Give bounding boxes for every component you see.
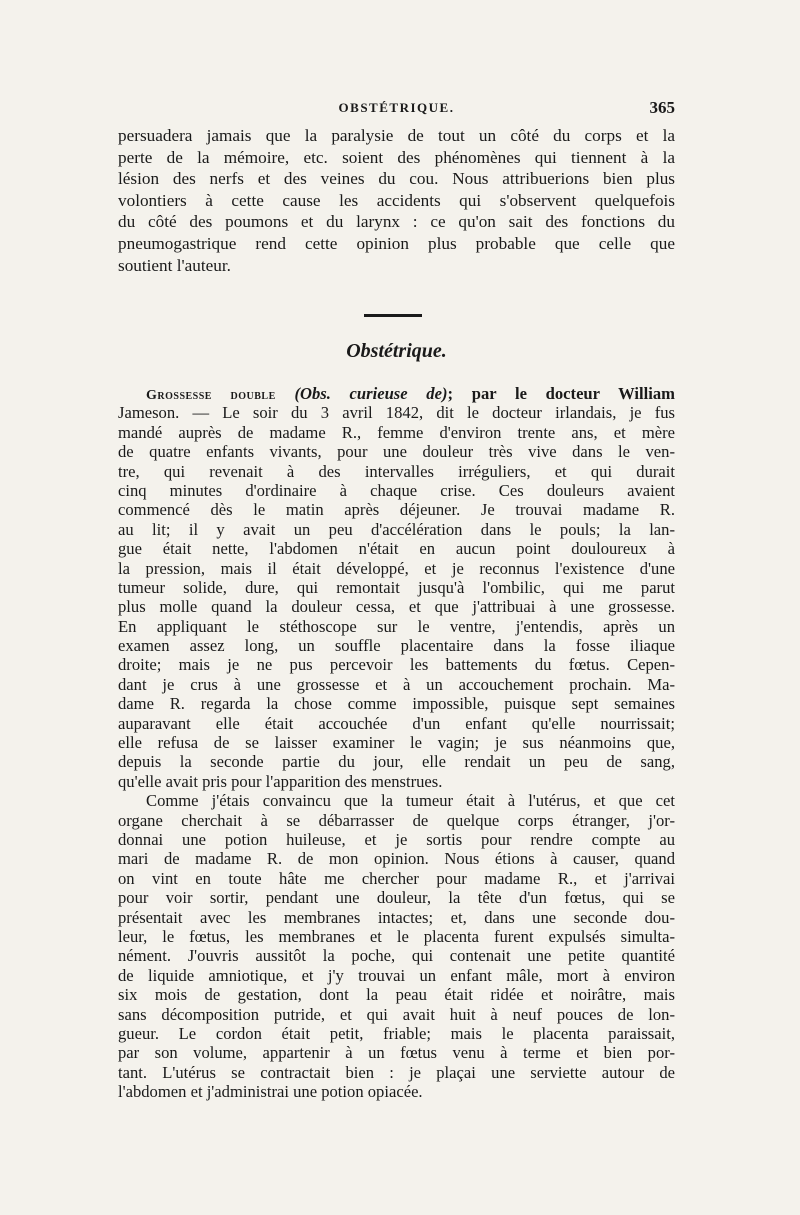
text-line: depuis la seconde partie du jour, elle rendait un peu de sang,	[118, 752, 675, 772]
page-header	[118, 100, 675, 124]
text-line: mari de madame R. de mon opinion. Nous étions à causer, quand	[118, 849, 675, 869]
text-line: commencé dès le matin après déjeuner. Je trouvai madame R.	[118, 500, 675, 520]
text-line: nément. J'ouvris aussitôt la poche, qui contenait une petite quantité	[118, 946, 675, 966]
section-heading: Obstétrique.	[346, 340, 447, 362]
text-line: plus molle quand la douleur cessa, et que j'attribuai à une grossesse.	[118, 597, 675, 617]
text-line: six mois de gestation, dont la peau était ridée et noirâtre, mais	[118, 985, 675, 1005]
text-line: Jameson. — Le soir du 3 avril 1842, dit le docteur irlandais, je fus	[118, 403, 675, 423]
text-line: qu'elle avait pris pour l'apparition des menstrues.	[118, 771, 443, 791]
text-line: l'abdomen et j'administrai une potion opiacée.	[118, 1082, 423, 1102]
text-line: pneumogastrique rend cette opinion plus probable que celle que	[118, 233, 675, 253]
text-line: cinq minutes d'ordinaire à chaque crise. Ces douleurs avaient	[118, 480, 675, 500]
article-lead-line	[118, 384, 675, 403]
text-line: organe cherchait à se débarrasser de quelque corps étranger, j'or-	[118, 810, 675, 830]
text-line: dant je crus à une grossesse et à un accouchement prochain. Ma-	[118, 674, 675, 694]
text-line: gueur. Le cordon était petit, friable; mais le placenta paraissait,	[118, 1023, 675, 1043]
text-line: on vint en toute hâte me chercher pour madame R., et j'arrivai	[118, 868, 675, 888]
article-title: Grossesse double	[146, 388, 276, 403]
running-title: OBSTÉTRIQUE.	[338, 100, 455, 115]
text-line: persuadera jamais que la paralysie de tout un côté du corps et la	[118, 126, 675, 145]
text-line: Comme j'étais convaincu que la tumeur était à l'utérus, et que cet	[146, 791, 675, 811]
text-line: tant. L'utérus se contractait bien : je plaçai une serviette autour de	[118, 1062, 675, 1082]
text-line: au lit; il y avait un peu d'accélération dans le pouls; la lan-	[118, 519, 675, 539]
article-author: ; par le docteur William	[447, 384, 675, 403]
text-line: de liquide amniotique, et j'y trouvai un enfant mâle, mort à environ	[118, 965, 675, 985]
text-line: examen assez long, un souffle placentaire dans la fosse iliaque	[118, 636, 675, 656]
text-line: soutient l'auteur.	[118, 255, 231, 275]
section-divider	[364, 314, 422, 317]
text-line: lésion des nerfs et des veines du cou. Nous attribuerions bien plus	[118, 169, 675, 189]
article-subtitle: (Obs. curieuse de)	[294, 384, 448, 403]
text-line: donnai une potion huileuse, et je sortis pour rendre compte au	[118, 829, 675, 849]
text-line: par son volume, appartenir à un fœtus venu à terme et bien por-	[118, 1043, 675, 1063]
text-line: tre, qui revenait à des intervalles irréguliers, et qui durait	[118, 461, 675, 481]
text-line: sans décomposition putride, et qui avait huit à neuf pouces de lon-	[118, 1004, 675, 1024]
text-line: elle refusa de se laisser examiner le vagin; je sus néanmoins que,	[118, 733, 675, 753]
text-line: volontiers à cette cause les accidents qui s'observent quelquefois	[118, 190, 675, 210]
text-line: droite; mais je ne pus percevoir les battements du fœtus. Cepen-	[118, 655, 675, 675]
text-line: dame R. regarda la chose comme impossible, puisque sept semaines	[118, 694, 675, 714]
article-paragraph	[118, 384, 675, 1101]
text-line: auparavant elle était accouchée d'un enfant qu'elle nourrissait;	[118, 713, 675, 733]
continued-paragraph	[118, 125, 675, 276]
text-line: de quatre enfants vivants, pour une douleur très vive dans le ven-	[118, 442, 675, 462]
text-line: pour voir sortir, pendant une douleur, la tête d'un fœtus, qui se	[118, 888, 675, 908]
text-line: du côté des poumons et du larynx : ce qu'on sait des fonctions du	[118, 212, 675, 232]
text-line: tumeur solide, dure, qui remontait jusqu'à l'ombilic, qui me parut	[118, 577, 675, 597]
text-line: perte de la mémoire, etc. soient des phénomènes qui tiennent à la	[118, 147, 675, 167]
text-line: présentait avec les membranes intactes; et, dans une seconde dou-	[118, 907, 675, 927]
text-line: mandé auprès de madame R., femme d'environ trente ans, et mère	[118, 422, 675, 442]
text-line: gue était nette, l'abdomen n'était en aucun point douloureux à	[118, 539, 675, 559]
text-line: En appliquant le stéthoscope sur le ventre, j'entendis, après un	[118, 616, 675, 636]
text-line: la pression, mais il était développé, et je reconnus l'existence d'une	[118, 558, 675, 578]
text-line: leur, le fœtus, les membranes et le placenta furent expulsés simulta-	[118, 926, 675, 946]
page-number: 365	[649, 98, 675, 117]
